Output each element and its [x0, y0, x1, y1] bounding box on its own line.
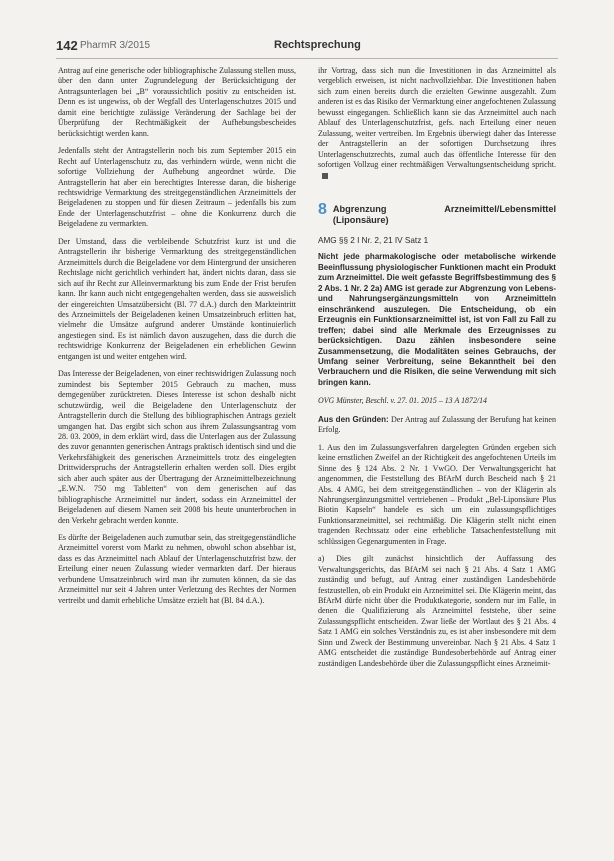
paragraph: Jedenfalls steht der Antragstellerin noch bis zum September 2015 ein Recht auf Unterlagenschutz zu, das verhindern würde, wenn nicht die sofortige Vollziehung der Aufhebung angeordnet würde. Die Antragstellerin hat aber ein berechtigtes Interesse daran, die bisherige rechtswidrige Vermarktung des streitgegenständlichen Arzneimittels der Beigeladenen zu stoppen und für diesen Zeitraum – jedenfalls bis zum Ende der Unterlagenschutzfrist – ohne die Konkurrenz durch die Beigeladene zu vermarkten. — [58, 146, 296, 229]
paragraph: Es dürfte der Beigeladenen auch zumutbar sein, das streitgegenständliche Arzneimittel vorerst vom Markt zu nehmen, obwohl schon absehbar ist, dass es das Arzneimittel nach Ablauf der Unterlagenschutzfrist bzw. der Erteilung einer neuen Zulassung wieder vermarkten darf. Der hieraus verbundene Umsatzeinbruch wird man ihr zumuten können, da sie das Arzneimittel nur seit 4 Jahren unter Verletzung des Rechtes der Normen vertreibt und damit erhebliche Umsätze erzielt hat (Bl. 84 d.A.). — [58, 533, 296, 605]
paragraph: Das Interesse der Beigeladenen, von einer rechtswidrigen Zulassung noch zumindest bis September 2015 Gebrauch zu machen, muss demgegenüber zurücktreten. Dieses Interesse ist schon deshalb nicht schutzwürdig, weil die Beigeladene den Unterlagenschutz der Antragstellerin durch die Stellung des bibliographischen Antrags gezielt umgangen hat. Das ergibt sich schon aus ihrem Zulassungsantrag vom 28. 03. 2009, in dem erklärt wird, dass die Unterlagen aus der Zulassung des zuvor genannten generischen Antrags praktisch identisch sind und die Verkehrsfähigkeit des generischen Arzneimittels trotz des eingelegten Drittwiderspruchs der Antragstellerin erhalten werden soll. Dies ergibt sich aber auch später aus der Übertragung der Arzneimittelbezeichnung „E.W.N. 750 mg Tabletten“ von dem generischen auf das bibliographische Arzneimittel nur ändert, sodass ein Arzneimittel der Beigeladenen auf diesem Namen seit 2008 bis heute ununterbrochen in den Verkehr gebracht werden konnte. — [58, 369, 296, 525]
grounds-intro-text: Der Antrag auf Zulassung der Berufung hat keinen Erfolg. — [318, 414, 557, 435]
header-divider — [56, 58, 558, 59]
paragraph: Der Umstand, dass die verbleibende Schutzfrist kurz ist und die Antragstellerin ihr bisherige Vermarktung des streitgegenständlichen Arzneimittels durch die Beigeladene vor dem Hintergrund der unsicheren Rechtslage nicht gerichtlich verhindert hat, ändert nichts daran, dass sie sich auf ihr Recht zur Alleinvermarktung bis zum Ende der Frist berufen kann. Ihr kann auch nicht entgegengehalten werden, dass sie ausweislich der eingereichten Umsatzübersicht (Bl. 77 d.A.) durch den Markteintritt des Arzneimittels der Beigeladenen keinen Umsatzeinbruch erlitten hat, vielmehr die Umsätze aufgrund anderer Umstände kontinuierlich angestiegen sind. Es ist nämlich davon auszugehen, dass die durch die rechtswidrige Konkurrenz der Beigeladenen ein erheblichen Gewinn entgangen ist und weiter entgehen wird. — [58, 236, 296, 361]
left-column — [58, 66, 296, 613]
section-title: Rechtsprechung — [274, 39, 361, 51]
court-citation: OVG Münster, Beschl. v. 27. 01. 2015 – 13 A 1872/14 — [318, 396, 487, 406]
grounds-intro — [318, 415, 556, 436]
journal-name: PharmR 3/2015 — [80, 40, 151, 51]
case-title: Abgrenzung Arzneimittel/Lebensmittel (Liponsäure) — [332, 203, 556, 225]
statute-reference: AMG §§ 2 I Nr. 2, 21 IV Satz 1 — [318, 235, 429, 245]
paragraph: 1. Aus den im Zulassungsverfahren dargelegten Gründen ergeben sich keine ernstlichen Zweifel an der Richtigkeit des angefochtenen Urteils im Sinne des § 124 Abs. 2 Nr. 1 VwGO. Der Verwaltungsgericht hat angenommen, die Feststellung des BfArM durch Bescheid nach § 21 Abs. 4 AMG, bei dem streitgegenständlichen – von der Klägerin als Nahrungsergänzungsmittel vertriebenen – Produkt „Bel-Liponsäure Plus Biotin Kapseln“ handele es sich um ein zulassungspflichtiges Funktionsarzneimittel, sei rechtmäßig. Die Klägerin stellt nicht einen tragenden Rechtssatz oder eine erhebliche Tatsachenfeststellung mit schlüssigen Gegenargumenten in Frage. — [318, 442, 556, 546]
paragraph: a) Dies gilt zunächst hinsichtlich der Auffassung des Verwaltungsgerichts, das BfArM sei nach § 21 Abs. 4 Satz 1 AMG zuständig und befugt, auf Antrag einer zuständigen Landesbehörde festzustellen, ob ein Produkt ein Arzneimittel sei. Die Klägerin meint, das BfArM dürfe nicht über die Produktkategorie, sondern nur im Falle, in denen die Qualifizierung als Arzneimittel feststehe, über seine Zulassungspflicht entscheiden. Zwar ließe der Wortlaut des § 21 Abs. 4 Satz 1 AMG ein solches Verständnis zu, es ist aber insbesondere mit dem Sinn und Zweck der Bestimmung unvereinbar. Nach § 21 Abs. 4 Satz 1 AMG entscheidet die zuständige Bundesoberbehörde auf Antrag einer zuständigen Landesbehörde über die Zulassungspflicht eines Arzneimit- — [318, 554, 556, 668]
right-column — [318, 66, 556, 676]
case-heading — [318, 201, 556, 226]
end-mark-icon — [322, 173, 328, 179]
grounds-label: Aus den Gründen: — [318, 414, 389, 424]
paragraph: Antrag auf eine generische oder bibliographische Zulassung stellen muss, über den dann unter Zugrundelegung der Berücksichtigung der Antragsunterlagen bei „B“ voraussichtlich positiv zu entscheiden ist. Denn es ist ungewiss, ob der Wegfall des Unterlagenschutzes 2015 und damit eine berichtigte zulässige Veränderung der Sachlage bei der Überprüfung der Rechtmäßigkeit der Aufhebungsbescheides berücksichtigt werden kann. — [58, 66, 296, 138]
page-number: 142 — [56, 38, 78, 53]
paragraph-continued: ihr Vortrag, dass sich nun die Investitionen in das Arzneimittel als vergeblich erweisen, ist nicht nachvollziehbar. Die Investitionen haben sich zum einen bereits durch die erzielten Gewinne ausgezahlt. Zum anderen ist es das Risiko der Vermarktung einer angefochtenen Zulassung bewusst eingegangen. Schließlich kann sie das Arzneimittel auch nach Ablauf des Unterlagenschutzfrist, gefs. nach Erteilung einer neuen Zulassung, weiter vertreiben. Im Ergebnis überwiegt daher das Interesse der Antragstellerin an der sofortigen Durchsetzung ihres Unterlagenschutzrechts, zumal auch das öffentliche Interesse für den sofortigen Vollzug einer rechtmäßigen Verwaltungsentscheidung spricht. — [318, 66, 556, 181]
page-header — [56, 38, 556, 58]
headnote: Nicht jede pharmakologische oder metabolische wirkende Beeinflussung physiologischer Funktionen macht ein Produkt zum Arzneimittel. Die weit gefasste Begriffsbestimmung des § 2 Abs. 1 Nr. 2 2a) AMG ist gerade zur Abgrenzung von Lebens- und Nahrungsergänzungsmitteln von Arzneimitteln einschränkend auszulegen. Die Entscheidung, ob ein Erzeugnis ein Funktionsarzneimittel ist, ist von Fall zu Fall zu treffen; dabei sind alle Merkmale des Erzeugnisses zu berücksichtigen. Dazu zählen insbesondere seine Zusammensetzung, die Modalitäten seines Gebrauchs, der Umfang seiner Verbreitung, seine Bekanntheit bei den Verbrauchern und die Risiken, die seine Verwendung mit sich bringen kann. — [318, 252, 556, 387]
case-number: 8 — [318, 200, 327, 218]
